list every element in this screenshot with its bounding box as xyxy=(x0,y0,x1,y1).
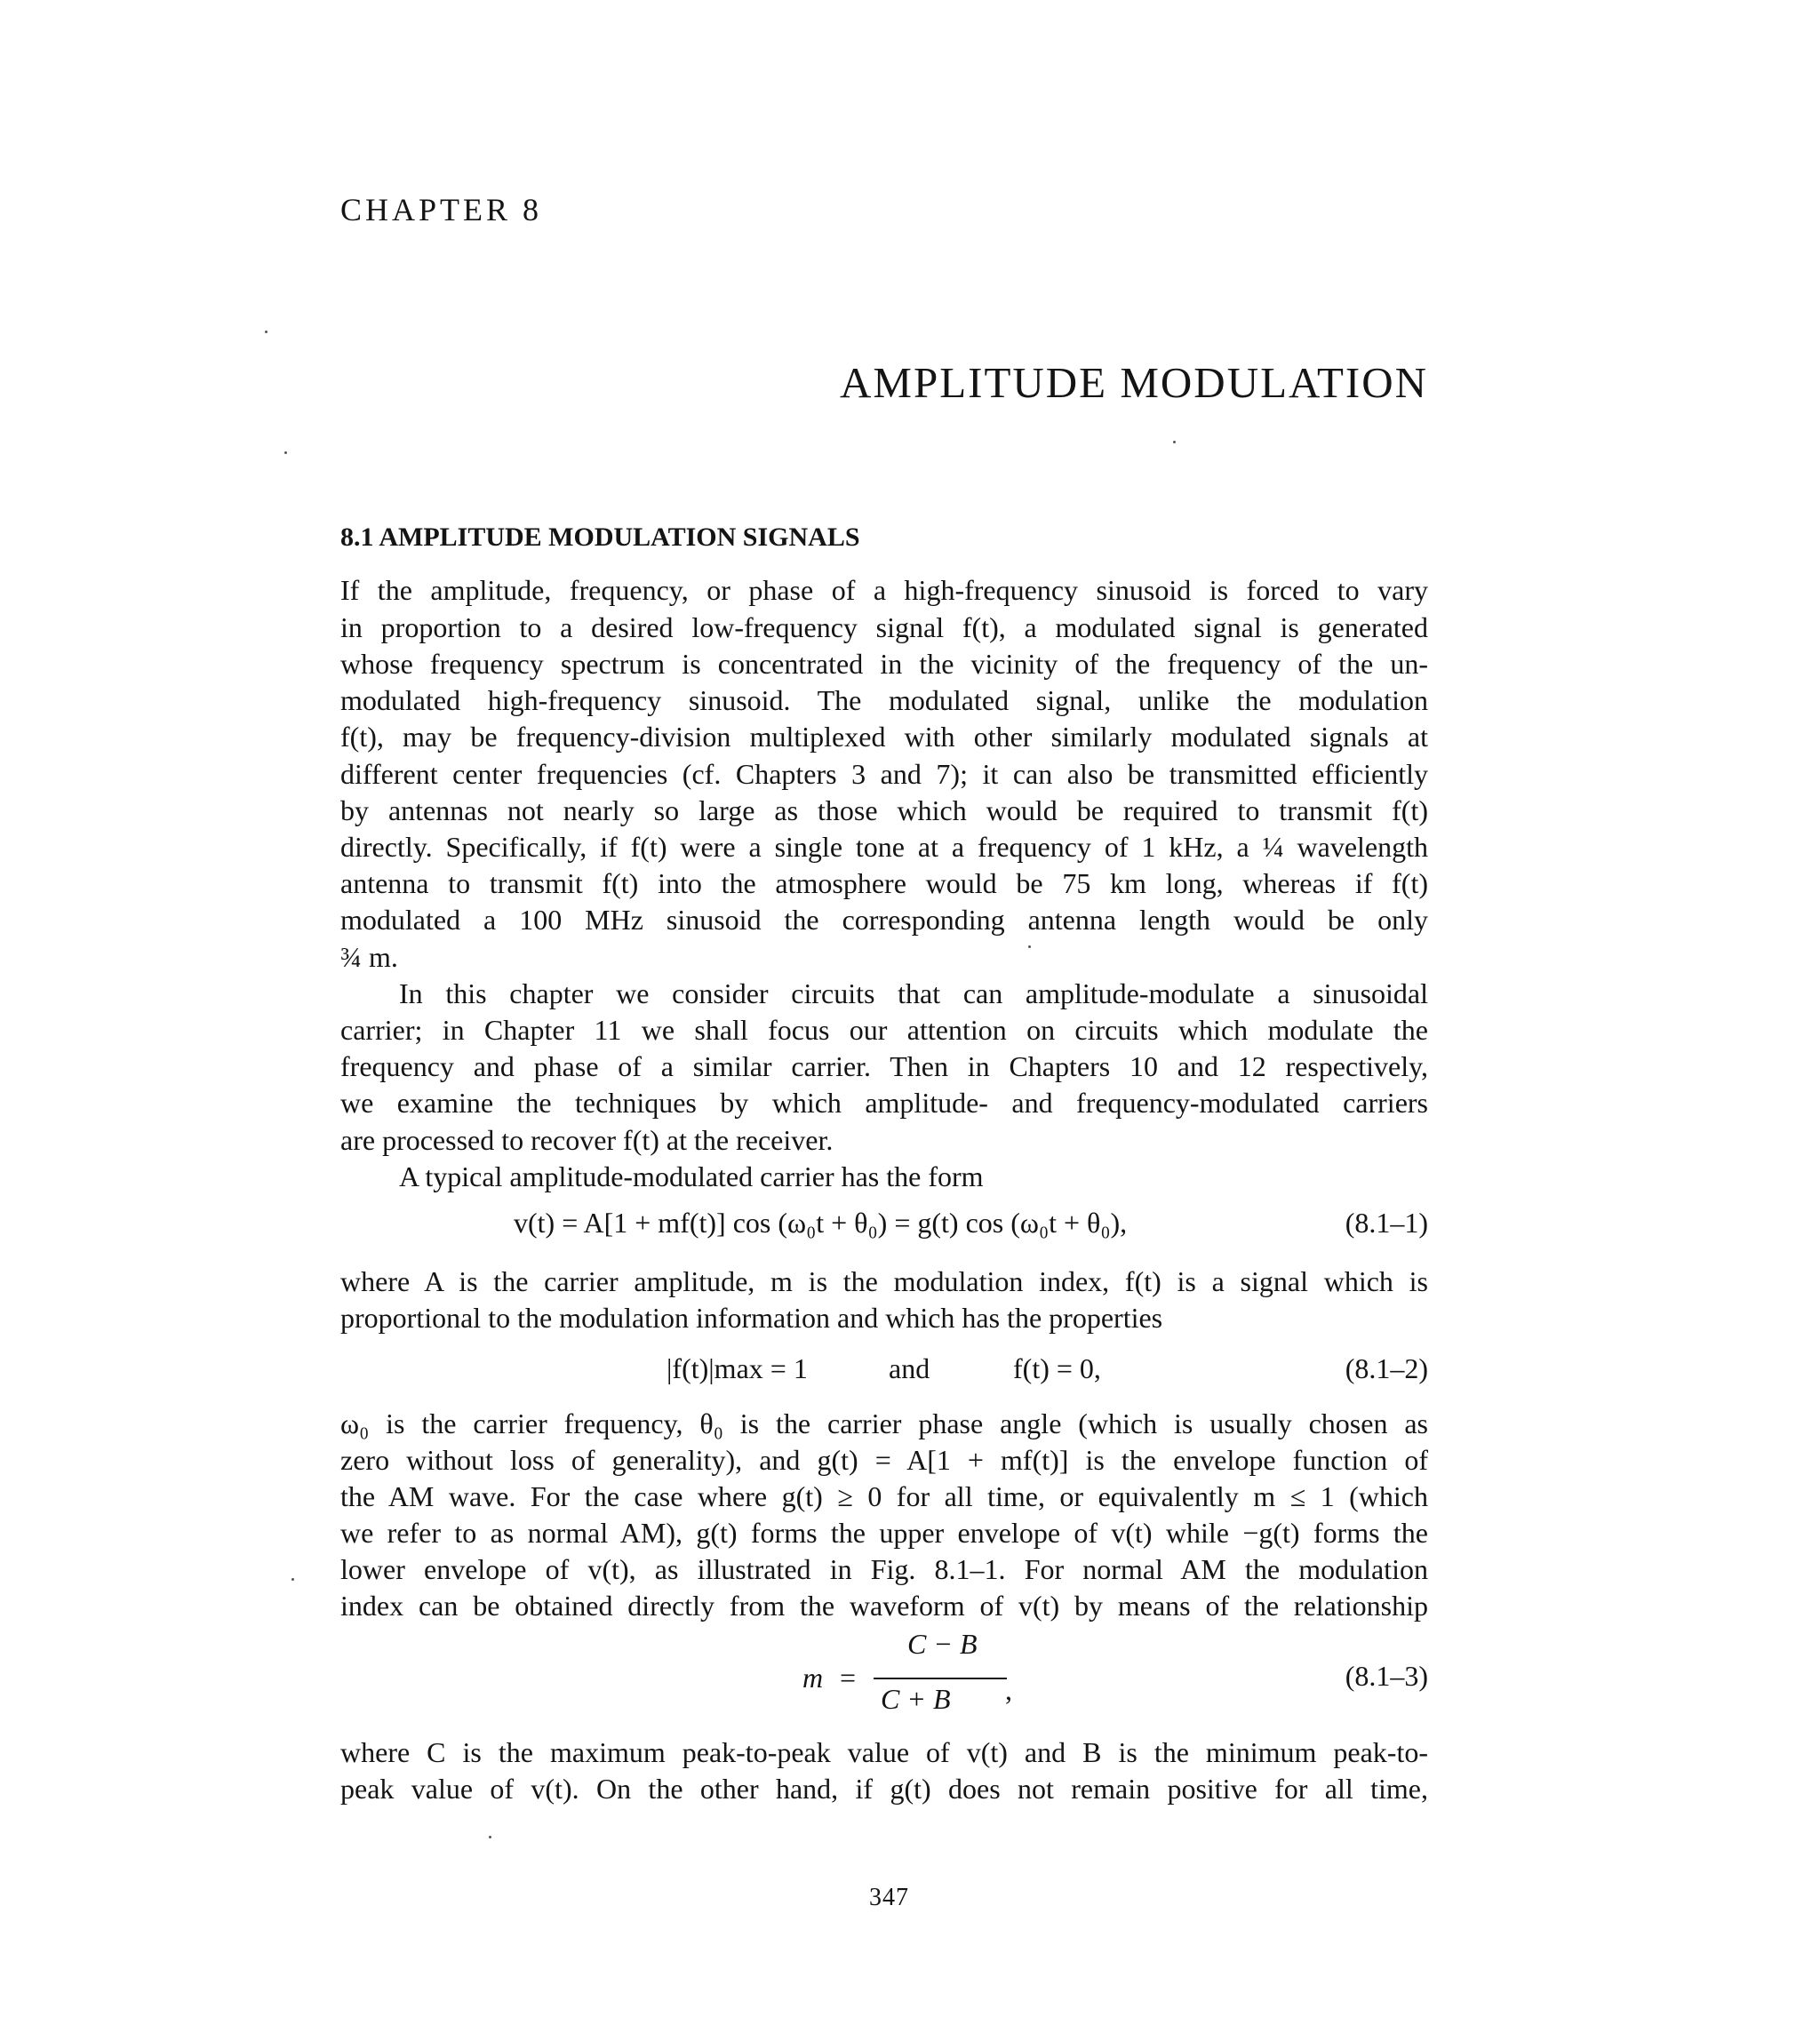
section-heading: 8.1 AMPLITUDE MODULATION SIGNALS xyxy=(340,522,860,552)
body-line: lower envelope of v(t), as illustrated in Fig. 8.1–1. For normal AM the modulation xyxy=(340,1553,1428,1585)
fraction-bar xyxy=(874,1678,1007,1679)
equation-8-1-2-right: f(t) = 0, xyxy=(1013,1352,1101,1384)
body-line: In this chapter we consider circuits that can amplitude-modulate a sinusoidal xyxy=(399,977,1428,1009)
fraction-denominator: C + B xyxy=(881,1683,951,1715)
body-line: modulated a 100 MHz sinusoid the corresponding antenna length would be only xyxy=(340,904,1428,936)
body-line: the AM wave. For the case where g(t) ≥ 0 for all time, or equivalently m ≤ 1 (which xyxy=(340,1480,1428,1512)
fraction-lhs: m xyxy=(802,1662,824,1694)
page-number: 347 xyxy=(869,1884,909,1911)
body-line: ω₀ is the carrier frequency, θ₀ is the carrier phase angle (which is usually chosen as xyxy=(340,1407,1428,1439)
scan-speck xyxy=(291,1578,294,1581)
body-line: whose frequency spectrum is concentrated in the vicinity of the frequency of the un- xyxy=(340,648,1428,680)
equation-8-1-2-left: |f(t)|max = 1 xyxy=(667,1352,808,1384)
body-line: f(t), may be frequency-division multiplexed with other similarly modulated signals at xyxy=(340,721,1428,753)
body-line: If the amplitude, frequency, or phase of a high-frequency sinusoid is forced to vary xyxy=(340,574,1428,606)
scan-speck xyxy=(284,451,287,454)
body-line: different center frequencies (cf. Chapters 3 and 7); it can also be transmitted efficiently xyxy=(340,758,1428,790)
body-line: peak value of v(t). On the other hand, if g(t) does not remain positive for all time, xyxy=(340,1773,1428,1805)
body-line: where A is the carrier amplitude, m is the modulation index, f(t) is a signal which is xyxy=(340,1265,1428,1297)
fraction-numerator: C − B xyxy=(907,1628,978,1660)
equation-8-1-1: v(t) = A[1 + mf(t)] cos (ω₀t + θ₀) = g(t) cos (ω₀t + θ₀), xyxy=(514,1207,1128,1239)
fraction-equals: = xyxy=(840,1662,857,1694)
equation-number: (8.1–1) xyxy=(1345,1207,1428,1239)
body-line: carrier; in Chapter 11 we shall focus our attention on circuits which modulate the xyxy=(340,1014,1428,1046)
body-line: by antennas not nearly so large as those which would be required to transmit f(t) xyxy=(340,794,1428,826)
body-line: index can be obtained directly from the waveform of v(t) by means of the relationship xyxy=(340,1590,1428,1622)
chapter-title: AMPLITUDE MODULATION xyxy=(840,358,1428,407)
body-line: zero without loss of generality), and g(t) = A[1 + mf(t)] is the envelope function of xyxy=(340,1444,1428,1476)
equation-8-1-3 xyxy=(802,1628,1016,1726)
body-line: A typical amplitude-modulated carrier has the form xyxy=(399,1160,984,1192)
body-line: modulated high-frequency sinusoid. The modulated signal, unlike the modulation xyxy=(340,684,1428,716)
equation-8-1-2-and: and xyxy=(889,1352,930,1384)
body-line: antenna to transmit f(t) into the atmosphere would be 75 km long, whereas if f(t) xyxy=(340,867,1428,899)
equation-number: (8.1–2) xyxy=(1345,1352,1428,1384)
body-line: proportional to the modulation information and which has the properties xyxy=(340,1302,1163,1334)
scan-speck xyxy=(1028,945,1031,948)
fraction-comma: , xyxy=(1005,1674,1012,1706)
scan-speck xyxy=(1173,441,1176,443)
body-line: frequency and phase of a similar carrier. Then in Chapters 10 and 12 respectively, xyxy=(340,1050,1428,1082)
equation-number: (8.1–3) xyxy=(1345,1660,1428,1692)
scan-speck xyxy=(489,1836,491,1838)
body-line: where C is the maximum peak-to-peak value of v(t) and B is the minimum peak-to- xyxy=(340,1736,1428,1768)
scan-speck xyxy=(265,331,267,333)
body-line: ¾ m. xyxy=(340,941,398,973)
body-line: we refer to as normal AM), g(t) forms the upper envelope of v(t) while −g(t) forms the xyxy=(340,1517,1428,1549)
chapter-label: CHAPTER 8 xyxy=(340,192,543,227)
body-line: directly. Specifically, if f(t) were a single tone at a frequency of 1 kHz, a ¼ wavelength xyxy=(340,831,1428,863)
body-line: in proportion to a desired low-frequency signal f(t), a modulated signal is generated xyxy=(340,611,1428,643)
body-line: we examine the techniques by which amplitude- and frequency-modulated carriers xyxy=(340,1087,1428,1119)
body-line: are processed to recover f(t) at the receiver. xyxy=(340,1124,834,1156)
